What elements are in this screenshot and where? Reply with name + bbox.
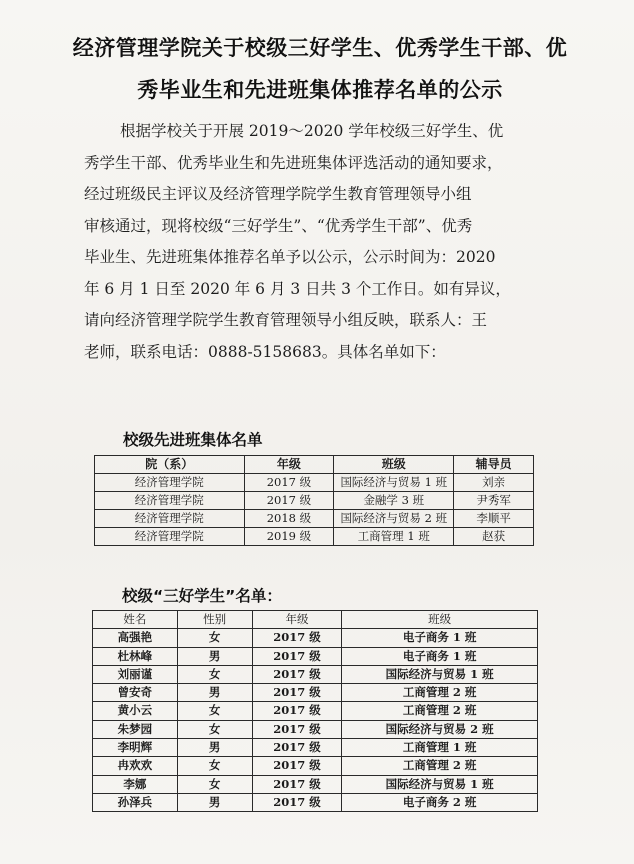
table-cell: 经济管理学院 [95,474,245,492]
table-cell: 经济管理学院 [95,528,245,546]
table-cell: 李娜 [93,775,178,793]
table-cell: 曾安奇 [93,684,178,702]
table-row [93,757,538,775]
table-cell: 刘亲 [454,474,534,492]
table-row [93,665,538,683]
table-cell: 孙泽兵 [93,793,178,811]
table-cell: 电子商务 1 班 [342,647,538,665]
table-cell: 2017 级 [252,684,342,702]
table-cell: 男 [177,647,252,665]
table-cell: 国际经济与贸易 2 班 [342,720,538,738]
table-cell: 男 [177,684,252,702]
table-cell: 经济管理学院 [95,492,245,510]
table-cell: 2017 级 [252,720,342,738]
table-cell: 女 [177,629,252,647]
table-cell: 2019 级 [244,528,334,546]
table-cell: 2017 级 [244,474,334,492]
table-row [93,793,538,811]
table-cell: 刘丽谨 [93,665,178,683]
body-line: 经过班级民主评议及经济管理学院学生教育管理领导小组 [84,185,472,203]
body-line: 请向经济管理学院学生教育管理领导小组反映，联系人：王 [84,311,488,329]
table-cell: 2017 级 [252,647,342,665]
table-cell: 男 [177,739,252,757]
body-line: 根据学校关于开展 2019～2020 学年校级三好学生、优 [120,122,504,140]
header-cell: 姓名 [93,611,178,629]
table-cell: 李明辉 [93,739,178,757]
table-cell: 女 [177,665,252,683]
table-row [93,647,538,665]
table-cell: 工商管理 1 班 [334,528,454,546]
header-cell: 院（系） [95,456,245,474]
table-cell: 工商管理 1 班 [342,739,538,757]
table-cell: 金融学 3 班 [334,492,454,510]
table-cell: 电子商务 2 班 [342,793,538,811]
table-cell: 赵获 [454,528,534,546]
table-row [93,629,538,647]
table-header-row [95,456,534,474]
table-row [93,720,538,738]
table-cell: 国际经济与贸易 1 班 [342,775,538,793]
header-cell: 班级 [342,611,538,629]
table-cell: 国际经济与贸易 1 班 [334,474,454,492]
table-cell: 女 [177,775,252,793]
table-row [95,492,534,510]
table-cell: 2017 级 [252,629,342,647]
table-cell: 女 [177,757,252,775]
body-line: 老师，联系电话：0888-5158683。具体名单如下： [84,342,446,361]
table-cell: 李顺平 [454,510,534,528]
table-row [93,684,538,702]
header-cell: 班级 [334,456,454,474]
table-cell: 朱梦园 [93,720,178,738]
table-row [95,510,534,528]
table-cell: 经济管理学院 [95,510,245,528]
table-cell: 2017 级 [252,665,342,683]
body-line: 毕业生、先进班集体推荐名单予以公示，公示时间为：2020 [84,248,496,266]
table-row [95,528,534,546]
table-cell: 2017 级 [244,492,334,510]
announcement-body [84,116,554,368]
table-cell: 杜林峰 [93,647,178,665]
table-cell: 2017 级 [252,702,342,720]
class-section-title: 校级先进班集体名单 [123,431,263,449]
table-cell: 工商管理 2 班 [342,684,538,702]
body-line: 秀学生干部、优秀毕业生和先进班集体评选活动的通知要求， [84,153,503,172]
table-row [93,775,538,793]
table-cell: 女 [177,702,252,720]
advanced-class-table [94,455,534,546]
table-cell: 2017 级 [252,775,342,793]
table-row [93,739,538,757]
table-cell: 国际经济与贸易 1 班 [342,665,538,683]
header-cell: 性别 [177,611,252,629]
table-cell: 电子商务 1 班 [342,629,538,647]
title-line-1: 经济管理学院关于校级三好学生、优秀学生干部、优 [72,36,568,60]
header-cell: 辅导员 [454,456,534,474]
table-cell: 2017 级 [252,793,342,811]
table-cell: 工商管理 2 班 [342,702,538,720]
table-row [95,474,534,492]
table-cell: 2018 级 [244,510,334,528]
table-cell: 高强艳 [93,629,178,647]
table-cell: 工商管理 2 班 [342,757,538,775]
table-cell: 男 [177,793,252,811]
student-section-title: 校级“三好学生”名单： [122,587,282,605]
body-line: 审核通过，现将校级“三好学生”、“优秀学生干部”、优秀 [84,216,473,235]
table-cell: 女 [177,720,252,738]
table-row [93,702,538,720]
merit-student-table [92,610,538,812]
title-line-2: 秀毕业生和先进班集体推荐名单的公示 [137,78,503,102]
table-cell: 2017 级 [252,739,342,757]
table-cell: 国际经济与贸易 2 班 [334,510,454,528]
table-cell: 冉欢欢 [93,757,178,775]
table-cell: 2017 级 [252,757,342,775]
table-cell: 尹秀军 [454,492,534,510]
body-line: 年 6 月 1 日至 2020 年 6 月 3 日共 3 个工作日。如有异议， [84,279,511,298]
header-cell: 年级 [252,611,342,629]
table-cell: 黄小云 [93,702,178,720]
header-cell: 年级 [244,456,334,474]
table-header-row [93,611,538,629]
